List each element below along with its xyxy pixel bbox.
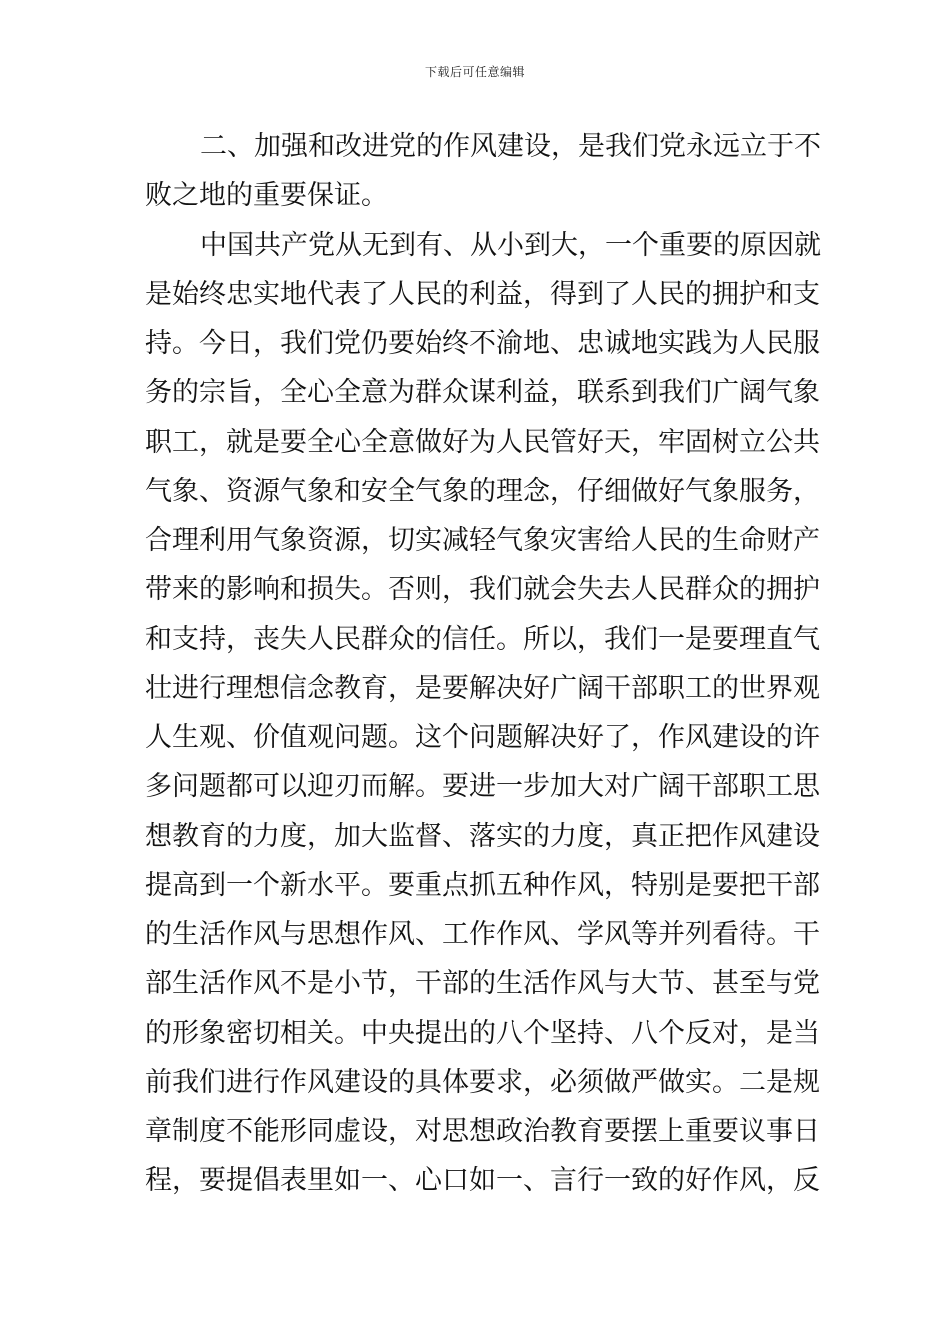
paragraph-line: 想教育的力度，加大监督、落实的力度，真正把作风建设	[145, 820, 820, 852]
paragraph-line: 和支持，丧失人民群众的信任。所以，我们一是要理直气	[145, 623, 820, 655]
heading-line: 败之地的重要保证。	[145, 180, 388, 212]
paragraph-line: 职工，就是要全心全意做好为人民管好天，牢固树立公共	[145, 426, 820, 458]
paragraph-line: 持。今日，我们党仍要始终不渝地、忠诚地实践为人民服	[145, 328, 820, 359]
heading-line: 二、加强和改进党的作风建设，是我们党永远立于不	[200, 131, 821, 162]
paragraph-line: 合理利用气象资源，切实减轻气象灾害给人民的生命财产	[145, 525, 820, 556]
paragraph-line: 的生活作风与思想作风、工作作风、学风等并列看待。干	[145, 919, 820, 950]
paragraph-line: 人生观、价值观问题。这个问题解决好了，作风建设的许	[145, 722, 820, 753]
paragraph-line: 中国共产党从无到有、从小到大，一个重要的原因就	[200, 229, 821, 261]
header-note: 下载后可任意编辑	[424, 65, 525, 79]
paragraph-line: 多问题都可以迎刃而解。要进一步加大对广阔干部职工思	[145, 771, 820, 803]
paragraph-line: 务的宗旨，全心全意为群众谋利益，联系到我们广阔气象	[145, 377, 820, 409]
paragraph-line: 带来的影响和损失。否则，我们就会失去人民群众的拥护	[145, 574, 820, 606]
paragraph-line: 壮进行理想信念教育，是要解决好广阔干部职工的世界观	[145, 672, 820, 704]
paragraph-line: 是始终忠实地代表了人民的利益，得到了人民的拥护和支	[145, 278, 820, 310]
paragraph-line: 提高到一个新水平。要重点抓五种作风，特别是要把干部	[145, 869, 820, 901]
paragraph-line: 章制度不能形同虚设，对思想政治教育要摆上重要议事日	[145, 1116, 820, 1147]
document-body	[145, 122, 821, 1206]
paragraph-line: 程，要提倡表里如一、心口如一、言行一致的好作风，反	[145, 1165, 820, 1197]
paragraph-line: 气象、资源气象和安全气象的理念，仔细做好气象服务，	[145, 475, 820, 507]
paragraph-line: 前我们进行作风建设的具体要求，必须做严做实。二是规	[145, 1066, 820, 1098]
paragraph-line: 的形象密切相关。中央提出的八个坚持、八个反对，是当	[145, 1017, 820, 1049]
paragraph-line: 部生活作风不是小节，干部的生活作风与大节、甚至与党	[145, 968, 820, 1000]
